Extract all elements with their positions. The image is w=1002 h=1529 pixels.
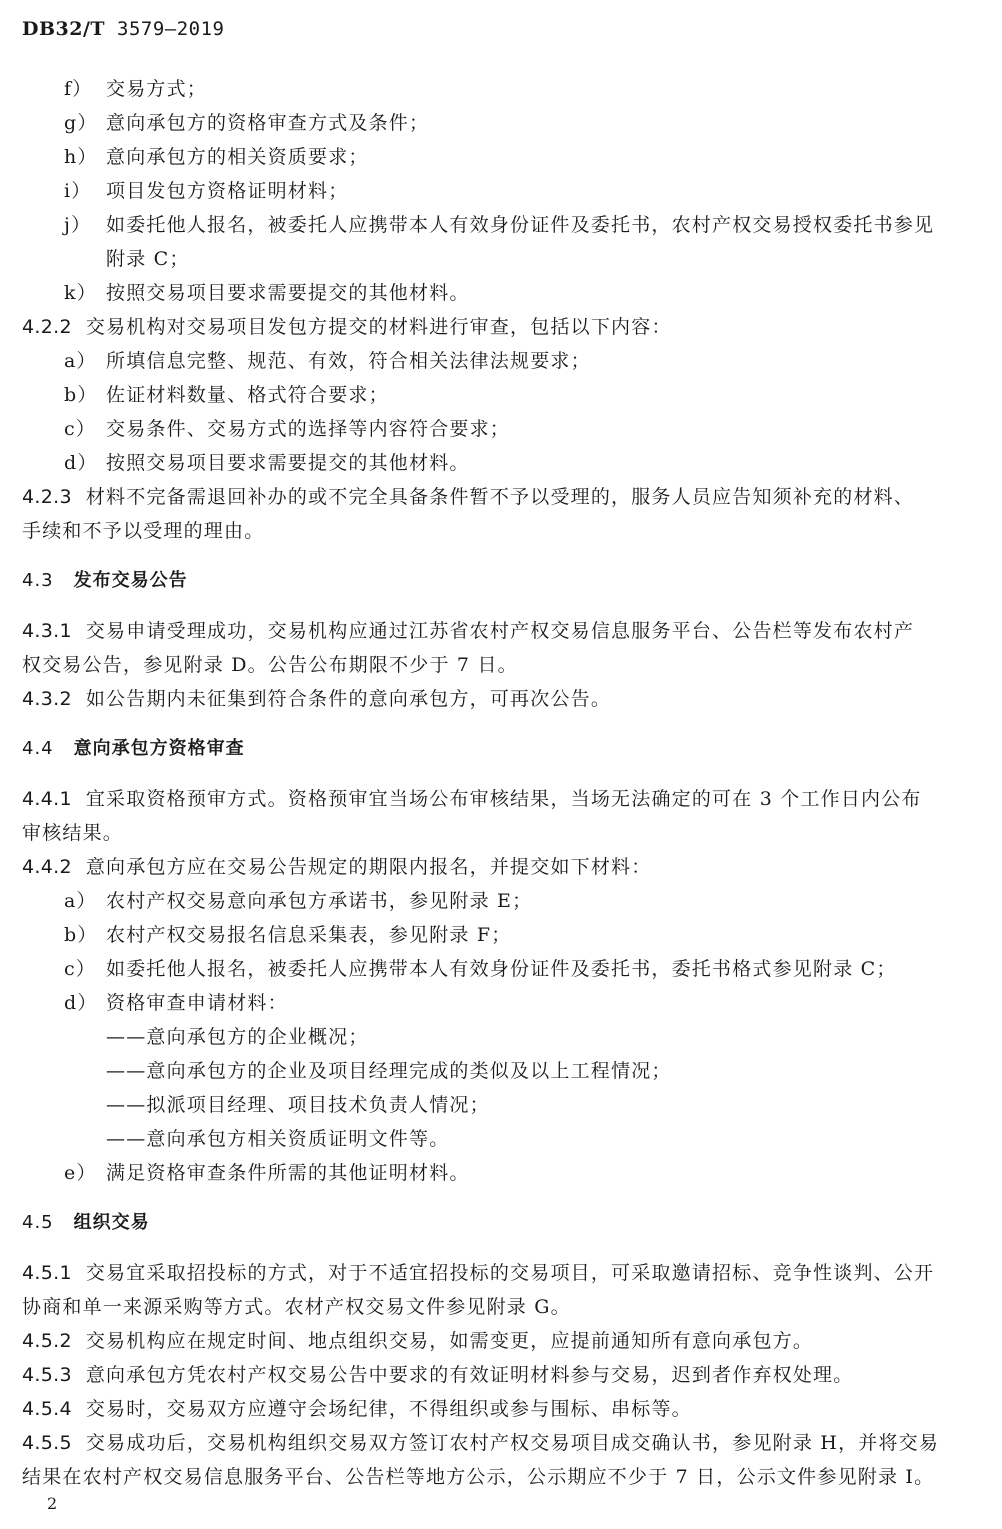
text-line — [22, 1398, 692, 1420]
list-marker: e） — [64, 1162, 97, 1184]
line-text: 手续和不予以受理的理由。 — [22, 520, 265, 542]
line-text: 所填信息完整、规范、有效，符合相关法律法规要求； — [106, 350, 591, 372]
list-marker: j） — [64, 214, 92, 236]
list-marker: i） — [64, 180, 92, 202]
clause-number: 4.5.1 — [22, 1262, 72, 1284]
line-text: 附录 C； — [106, 248, 190, 270]
text-line — [64, 146, 369, 168]
line-text: 意向承包方的相关资质要求； — [106, 146, 369, 168]
section-title: 组织交易 — [73, 1212, 150, 1233]
clause-number: 4.4.2 — [22, 856, 72, 878]
line-text: 如委托他人报名，被委托人应携带本人有效身份证件及委托书，委托书格式参见附录 C； — [106, 958, 897, 980]
text-line — [106, 1060, 672, 1082]
text-line — [106, 1128, 449, 1150]
clause-number: 4.3.1 — [22, 620, 72, 642]
text-line — [64, 890, 532, 912]
line-text: 结果在农村产权交易信息服务平台、公告栏等地方公示，公示期应不少于 7 日，公示文件参见附录 I。 — [22, 1466, 935, 1488]
line-text: 意向承包方凭农村产权交易公告中要求的有效证明材料参与交易，迟到者作弃权处理。 — [85, 1364, 854, 1386]
line-text: 佐证材料数量、格式符合要求； — [106, 384, 389, 406]
text-line — [106, 1094, 490, 1116]
line-text: 意向承包方的资格审查方式及条件； — [106, 112, 430, 134]
clause-number: 4.2.3 — [22, 486, 72, 508]
line-text: 交易申请受理成功，交易机构应通过江苏省农村产权交易信息服务平台、公告栏等发布农村产 — [85, 620, 915, 642]
text-line — [22, 856, 651, 878]
text-line — [64, 384, 389, 406]
text-line — [22, 620, 914, 642]
standard-prefix: DB32/T — [22, 18, 106, 40]
text-line — [22, 486, 914, 508]
line-text: 交易成功后，交易机构组织交易双方签订农村产权交易项目成交确认书，参见附录 H，并将交易 — [85, 1432, 940, 1454]
text-line — [64, 418, 510, 440]
text-line — [22, 1330, 813, 1352]
text-line — [64, 992, 288, 1014]
section-heading — [22, 566, 188, 592]
clause-number: 4.5.3 — [22, 1364, 72, 1386]
section-title: 发布交易公告 — [73, 570, 188, 591]
text-line — [64, 350, 591, 372]
text-line — [64, 924, 511, 946]
line-text: 权交易公告，参见附录 D。公告公布期限不少于 7 日。 — [22, 654, 518, 676]
list-marker: k） — [64, 282, 97, 304]
clause-number: 4.5.5 — [22, 1432, 72, 1454]
clause-number: 4.2.2 — [22, 316, 72, 338]
clause-number: 4.5.2 — [22, 1330, 72, 1352]
text-line — [106, 1026, 369, 1048]
line-text: ——拟派项目经理、项目技术负责人情况； — [106, 1094, 490, 1116]
section-number: 4.5 — [22, 1212, 54, 1233]
line-text: 农村产权交易报名信息采集表，参见附录 F； — [106, 924, 512, 946]
list-marker: f） — [64, 78, 93, 100]
line-text: 资格审查申请材料： — [106, 992, 288, 1014]
list-marker: a） — [64, 350, 97, 372]
text-line — [64, 282, 470, 304]
list-marker: g） — [64, 112, 98, 134]
text-line — [64, 958, 897, 980]
page-number: 2 — [47, 1494, 58, 1513]
line-text: 材料不完备需退回补办的或不完全具备条件暂不予以受理的，服务人员应告知须补充的材料、 — [85, 486, 915, 508]
section-title: 意向承包方资格审查 — [73, 738, 245, 759]
text-line — [22, 1432, 939, 1454]
text-line — [64, 112, 429, 134]
line-text: 交易方式； — [106, 78, 208, 100]
list-marker: d） — [64, 992, 98, 1014]
text-line — [22, 316, 672, 338]
line-text: ——意向承包方的企业及项目经理完成的类似及以上工程情况； — [106, 1060, 672, 1082]
list-marker: b） — [64, 384, 98, 406]
standard-number: 3579—2019 — [117, 18, 225, 40]
section-heading — [22, 1208, 150, 1234]
section-heading — [22, 734, 245, 760]
line-text: 宜采取资格预审方式。资格预审宜当场公布审核结果，当场无法确定的可在 3 个工作日内公布 — [85, 788, 922, 810]
list-marker: c） — [64, 958, 97, 980]
document-header — [22, 18, 224, 40]
line-text: 意向承包方应在交易公告规定的期限内报名，并提交如下材料： — [85, 856, 652, 878]
section-number: 4.4 — [22, 738, 54, 759]
text-line — [22, 1296, 571, 1318]
clause-number: 4.3.2 — [22, 688, 72, 710]
line-text: ——意向承包方相关资质证明文件等。 — [106, 1128, 450, 1150]
text-line — [64, 214, 934, 236]
line-text: 审核结果。 — [22, 822, 124, 844]
line-text: 按照交易项目要求需要提交的其他材料。 — [106, 282, 470, 304]
list-marker: c） — [64, 418, 97, 440]
list-marker: b） — [64, 924, 98, 946]
line-text: 满足资格审查条件所需的其他证明材料。 — [106, 1162, 470, 1184]
line-text: 交易条件、交易方式的选择等内容符合要求； — [106, 418, 511, 440]
text-line — [64, 180, 348, 202]
line-text: 如公告期内未征集到符合条件的意向承包方，可再次公告。 — [85, 688, 612, 710]
line-text: 如委托他人报名，被委托人应携带本人有效身份证件及委托书，农村产权交易授权委托书参见 — [106, 214, 935, 236]
line-text: 交易机构对交易项目发包方提交的材料进行审查，包括以下内容： — [85, 316, 672, 338]
text-line — [64, 452, 470, 474]
clause-number: 4.5.4 — [22, 1398, 72, 1420]
text-line — [64, 78, 207, 100]
line-text: 项目发包方资格证明材料； — [106, 180, 349, 202]
line-text: ——意向承包方的企业概况； — [106, 1026, 369, 1048]
line-text: 交易宜采取招投标的方式，对于不适宜招投标的交易项目，可采取邀请招标、竞争性谈判、公开 — [85, 1262, 935, 1284]
line-text: 交易时，交易双方应遵守会场纪律，不得组织或参与围标、串标等。 — [85, 1398, 692, 1420]
text-line — [22, 822, 123, 844]
text-line — [22, 1466, 934, 1488]
line-text: 交易机构应在规定时间、地点组织交易，如需变更，应提前通知所有意向承包方。 — [85, 1330, 814, 1352]
line-text: 农村产权交易意向承包方承诺书，参见附录 E； — [106, 890, 533, 912]
text-line — [22, 1364, 853, 1386]
clause-number: 4.4.1 — [22, 788, 72, 810]
line-text: 按照交易项目要求需要提交的其他材料。 — [106, 452, 470, 474]
text-line — [22, 788, 922, 810]
text-line — [106, 248, 190, 270]
text-line — [64, 1162, 470, 1184]
text-line — [22, 520, 264, 542]
list-marker: d） — [64, 452, 98, 474]
text-line — [22, 654, 518, 676]
text-line — [22, 1262, 934, 1284]
text-line — [22, 688, 611, 710]
list-marker: a） — [64, 890, 97, 912]
section-number: 4.3 — [22, 570, 54, 591]
list-marker: h） — [64, 146, 98, 168]
line-text: 协商和单一来源采购等方式。农材产权交易文件参见附录 G。 — [22, 1296, 571, 1318]
